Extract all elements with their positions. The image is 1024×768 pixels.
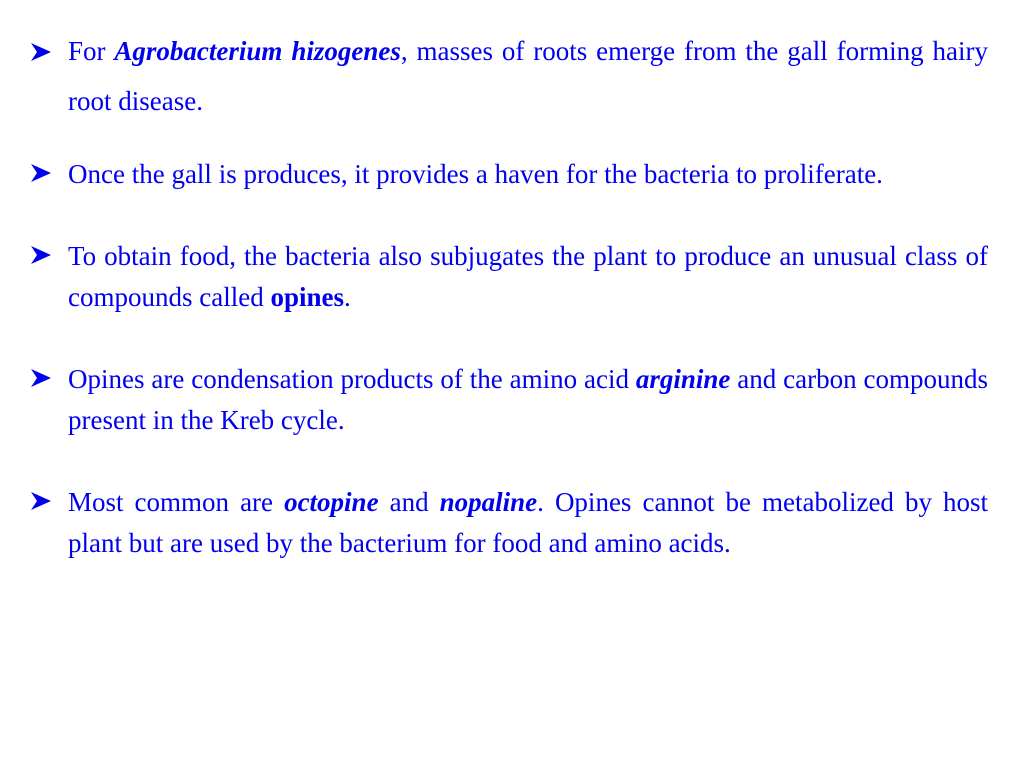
bullet-item-opines-food: [30, 236, 988, 318]
bullet-text-part: Most common are: [68, 487, 285, 517]
bullet-text: [68, 482, 988, 564]
arrowhead-bullet-icon: [30, 26, 68, 62]
term-opines: opines: [270, 282, 344, 312]
bullet-text-part: . Opines cannot be metabolized by host plant but are used by the bacterium for food and amino acids.: [68, 487, 988, 558]
species-name: Agrobacterium hizogenes: [114, 36, 401, 66]
arrowhead-bullet-icon: [30, 359, 68, 388]
bullet-item-common-opines: [30, 482, 988, 564]
bullet-text-part: For: [68, 36, 115, 66]
term-nopaline: nopaline: [439, 487, 538, 517]
arrowhead-bullet-icon: [30, 482, 68, 511]
bullet-item-gall-haven: [30, 154, 988, 195]
bullet-text-part: Once the gall is produces, it provides a haven for the bacteria to proliferate.: [68, 159, 883, 189]
bullet-item-agrobacterium: [30, 26, 988, 126]
bullet-text-part: .: [343, 282, 351, 312]
bullet-text: [68, 236, 988, 318]
term-octopine: octopine: [284, 487, 379, 517]
bullet-text-part: and carbon compounds present in the Kreb cycle.: [68, 364, 988, 435]
bullet-item-condensation: [30, 359, 988, 441]
arrowhead-bullet-icon: [30, 236, 68, 265]
bullet-text-part: Opines are condensation products of the amino acid: [68, 364, 636, 394]
arrowhead-bullet-icon: [30, 154, 68, 183]
bullet-text: [68, 26, 988, 126]
bullet-text-part: To obtain food, the bacteria also subjugates the plant to produce an unusual class of compounds called: [68, 241, 988, 312]
bullet-text-part: , masses of roots emerge from the gall forming hairy root disease.: [68, 36, 989, 116]
bullet-text: [68, 359, 988, 441]
bullet-text: [68, 154, 988, 195]
term-arginine: arginine: [635, 364, 731, 394]
bullet-text-part: and: [378, 487, 440, 517]
